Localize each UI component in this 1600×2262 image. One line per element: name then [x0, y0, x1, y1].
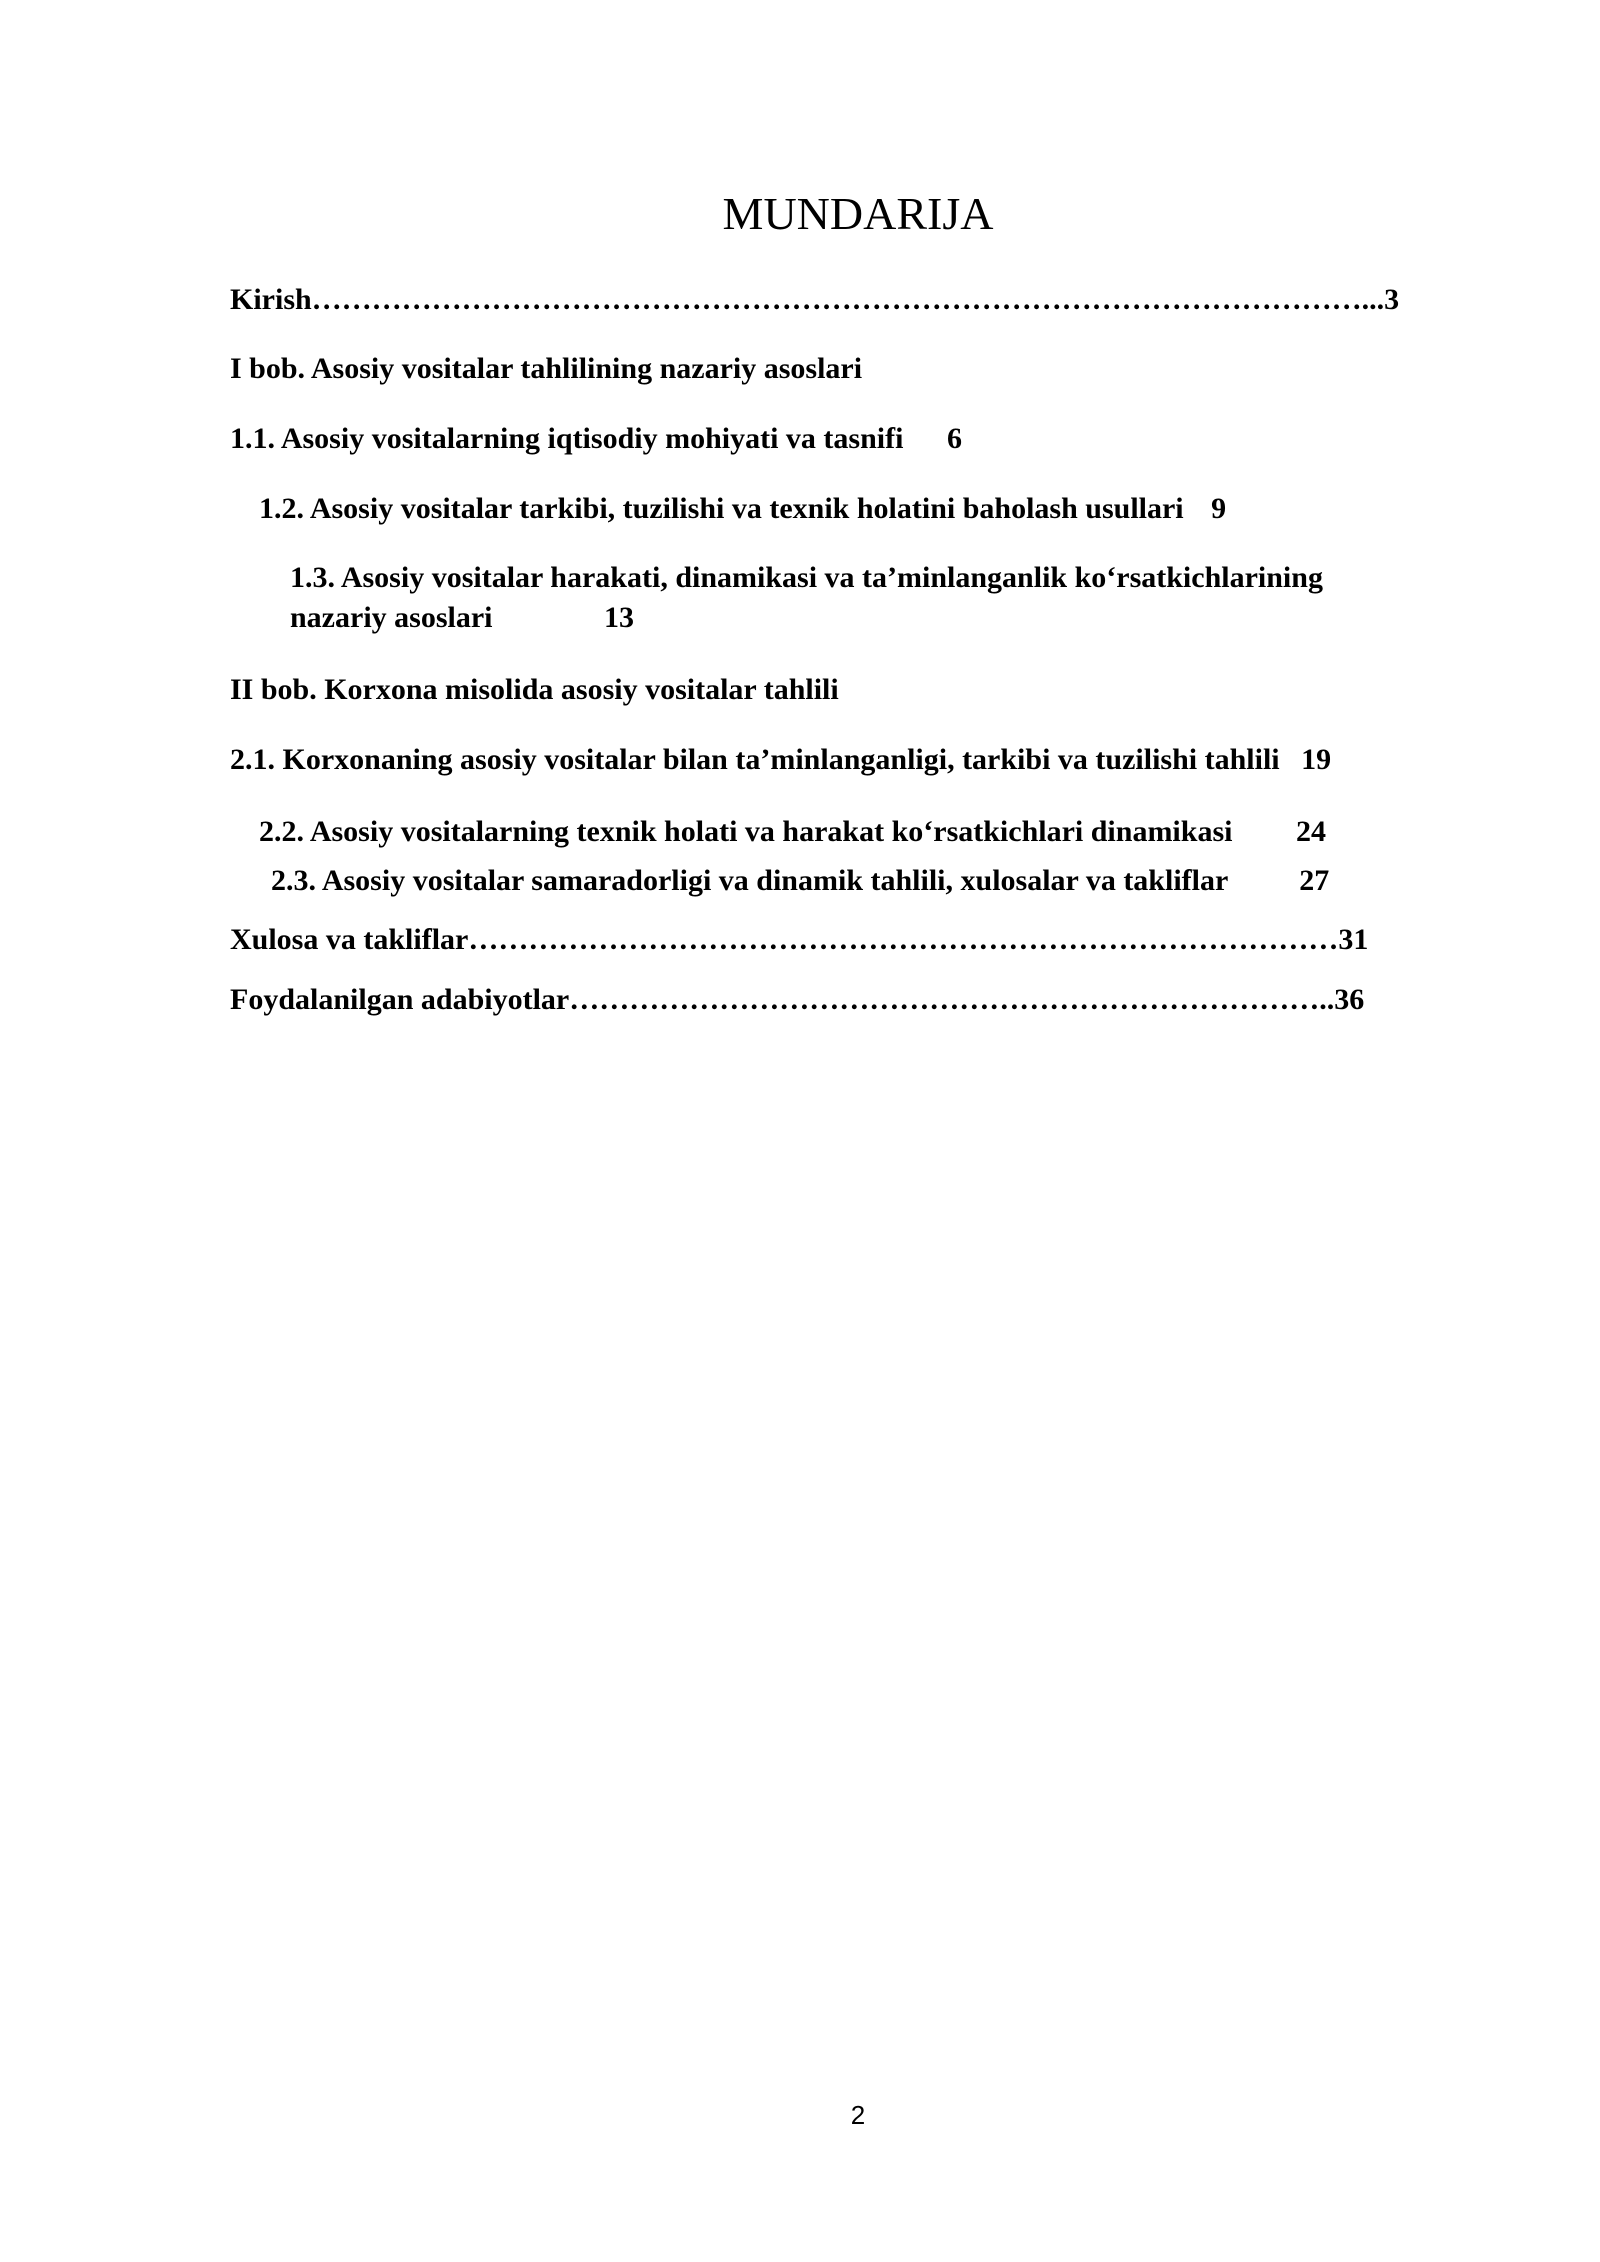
toc-entry-label: 2.3. Asosiy vositalar samaradorligi va dinamik tahlili, xulosalar va takliflar — [271, 864, 1228, 897]
toc-entry-2-2[interactable] — [259, 812, 1326, 852]
toc-entry-kirish[interactable]: Kirish……………………………………………………………………………………………...3 — [230, 283, 1400, 316]
toc-entry-1-3[interactable] — [290, 558, 1323, 638]
toc-entry-page: 19 — [1301, 743, 1332, 776]
toc-entry-xulosa[interactable]: Xulosa va takliflar……………………………………………………………………………31 — [230, 923, 1369, 956]
toc-entry-page: 24 — [1295, 815, 1326, 848]
page-title: MUNDARIJA — [722, 188, 994, 239]
toc-entry-label-line2-wrap — [290, 598, 1323, 638]
toc-entry-1-1[interactable] — [230, 419, 962, 459]
toc-entry-2-1[interactable] — [230, 740, 1331, 780]
toc-entry-2-3[interactable] — [271, 861, 1329, 901]
toc-entry-page: 13 — [604, 601, 634, 634]
toc-entry-label: 2.1. Korxonaning asosiy vositalar bilan ta’minlanganligi, tarkibi va tuzilishi tahlili — [230, 743, 1280, 776]
toc-entry-1-2[interactable] — [259, 489, 1226, 529]
toc-entry-label: 1.2. Asosiy vositalar tarkibi, tuzilishi va texnik holatini baholash usullari — [259, 492, 1184, 525]
toc-entry-label-line2: nazariy asoslari — [290, 601, 493, 634]
toc-entry-label: 2.2. Asosiy vositalarning texnik holati va harakat ko‘rsatkichlari dinamikasi — [259, 815, 1233, 848]
toc-entry-adabiyotlar[interactable]: Foydalanilgan adabiyotlar…………………………………………………………………..36 — [230, 983, 1365, 1016]
page-number: 2 — [850, 2100, 866, 2130]
toc-entry-label-line1: 1.3. Asosiy vositalar harakati, dinamikasi va ta’minlanganlik ko‘rsatkichlarining — [290, 561, 1323, 594]
toc-chapter-1-title[interactable]: I bob. Asosiy vositalar tahlilining nazariy asoslari — [230, 352, 863, 385]
toc-chapter-2-title[interactable]: II bob. Korxona misolida asosiy vositalar tahlili — [230, 673, 839, 706]
toc-entry-page: 9 — [1211, 492, 1227, 525]
toc-entry-page: 6 — [946, 422, 962, 455]
toc-entry-label: 1.1. Asosiy vositalarning iqtisodiy mohiyati va tasnifi — [230, 422, 904, 455]
toc-entry-page: 27 — [1299, 864, 1330, 897]
